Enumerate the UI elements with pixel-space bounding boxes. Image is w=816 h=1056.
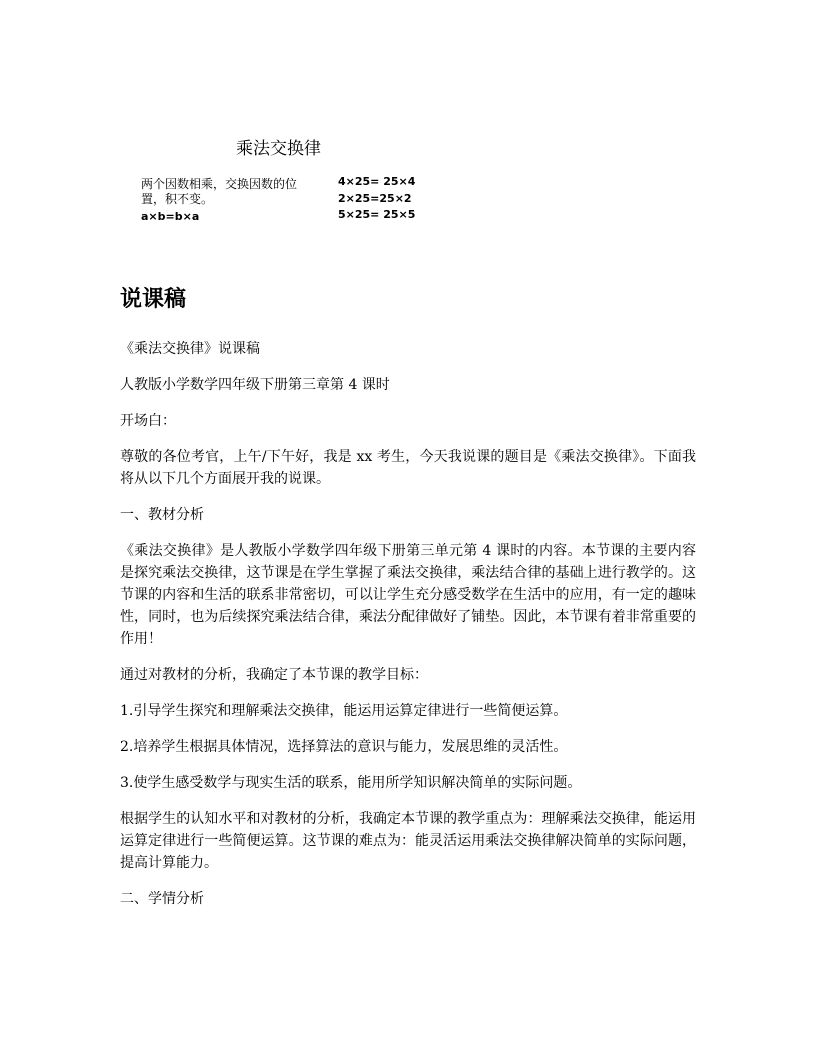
- paragraph: 人教版小学数学四年级下册第三章第 4 课时: [120, 377, 390, 393]
- slide-figure: [0, 0, 816, 240]
- example-line: 5×25= 25×5: [338, 208, 416, 221]
- paragraph: 通过对教材的分析，我确定了本节课的教学目标：: [120, 667, 428, 683]
- list-item: 2.培养学生根据具体情况，选择算法的意识与能力，发展思维的灵活性。: [120, 739, 568, 755]
- example-line: 2×25=25×2: [338, 191, 412, 205]
- document-heading: 说课稿: [120, 287, 187, 312]
- paragraph: 《乘法交换律》是人教版小学数学四年级下册第三单元第 4 课时的内容。本节课的主要内容是探究乘法交换律，这节课是在学生掌握了乘法交换律，乘法结合律的基础上进行教学的。这节课的内容和生活的联系非常密切，可以让学生充分感受数学在生活中的应用，有一定的趣味性，同时，也为后续探究乘法结合律，乘法分配律做好了铺垫。因此，本节课有着非常重要的作用！: [120, 543, 696, 647]
- paragraph: 根据学生的认知水平和对教材的分析，我确定本节课的教学重点为：理解乘法交换律，能运用运算定律进行一些简便运算。这节课的难点为：能灵活运用乘法交换律解决简单的实际问题，提高计算能力。: [120, 811, 696, 871]
- section-heading: 二、学情分析: [120, 891, 204, 907]
- section-heading: 一、教材分析: [120, 507, 204, 523]
- paragraph: 《乘法交换律》说课稿: [120, 341, 260, 357]
- document-body: [120, 338, 696, 924]
- list-item: 1.引导学生探究和理解乘法交换律，能运用运算定律进行一些简便运算。: [120, 703, 568, 719]
- paragraph: 开场白：: [120, 413, 176, 429]
- figure-examples: [338, 174, 415, 224]
- list-item: 3.使学生感受数学与现实生活的联系，能用所学知识解决简单的实际问题。: [120, 775, 582, 791]
- figure-description: 两个因数相乘，交换因数的位置，积不变。: [141, 177, 298, 206]
- figure-formula: a×b=b×a: [141, 210, 200, 223]
- figure-title: 乘法交换律: [236, 139, 321, 159]
- example-line: 4×25= 25×4: [338, 175, 416, 188]
- paragraph: 尊敬的各位考官，上午/下午好，我是 xx 考生，今天我说课的题目是《乘法交换律》。下面我将从以下几个方面展开我的说课。: [120, 449, 696, 487]
